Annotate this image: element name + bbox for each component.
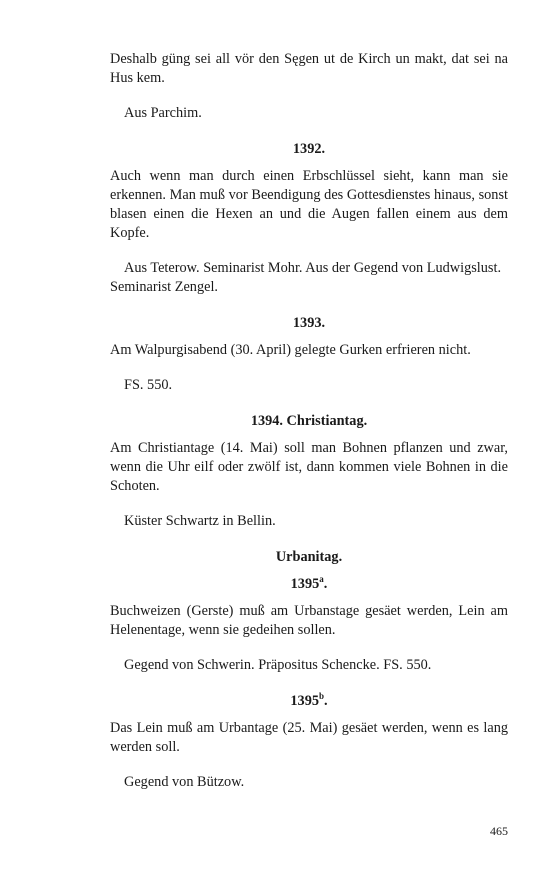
page-content — [110, 50, 508, 792]
section-heading: Urbanitag. — [275, 549, 343, 565]
entry-number: 1395 — [290, 693, 319, 709]
entry-text: Deshalb güng sei all vör den Sęgen ut de Kirch un makt, dat sei na Hus kem. — [110, 51, 508, 86]
entry-heading: 1392. — [292, 141, 326, 157]
entry-number: 1395 — [290, 576, 320, 592]
entry-heading: 1393. — [292, 315, 326, 331]
entry-source: Aus Parchim. — [124, 105, 202, 121]
entry-text: Am Walpurgisabend (30. April) gelegte Gurken erfrieren nicht. — [110, 342, 471, 358]
entry-source: Gegend von Bützow. — [124, 774, 245, 790]
entry-text: Das Lein muß am Urbantage (25. Mai) gesäet werden, wenn es lang werden soll. — [110, 720, 508, 755]
entry-suffix: b — [319, 691, 325, 702]
entry-source: Gegend von Schwerin. Präpositus Schencke. FS. 550. — [124, 657, 432, 673]
entry-source: Küster Schwartz in Bellin. — [124, 513, 276, 529]
entry-text: Am Christiantage (14. Mai) soll man Bohnen pflanzen und zwar, wenn die Uhr eilf oder zwölf ist, dann kommen viele Bohnen in die Schoten. — [110, 440, 508, 494]
entry-period: . — [324, 693, 328, 709]
entry-text: Buchweizen (Gerste) muß am Urbanstage gesäet werden, Lein am Helenentage, wenn sie gedeihen sollen. — [110, 603, 508, 638]
entry-period: . — [323, 576, 328, 592]
entry-heading — [110, 692, 508, 711]
entry-source: Aus Teterow. Seminarist Mohr. Aus der Gegend von Ludwigslust. Seminarist Zengel. — [110, 260, 502, 295]
entry-suffix: a — [319, 574, 324, 585]
page-number: 465 — [490, 824, 508, 838]
entry-heading: 1394. Christiantag. — [250, 413, 368, 429]
entry-text: Auch wenn man durch einen Erbschlüssel sieht, kann man sie erkennen. Man muß vor Beendigung des Gottesdienstes hinaus, sonst blasen einen die Hexen an und die Augen fallen einem aus dem Kopfe. — [110, 168, 508, 241]
entry-source: FS. 550. — [124, 377, 173, 393]
entry-heading — [110, 575, 508, 594]
